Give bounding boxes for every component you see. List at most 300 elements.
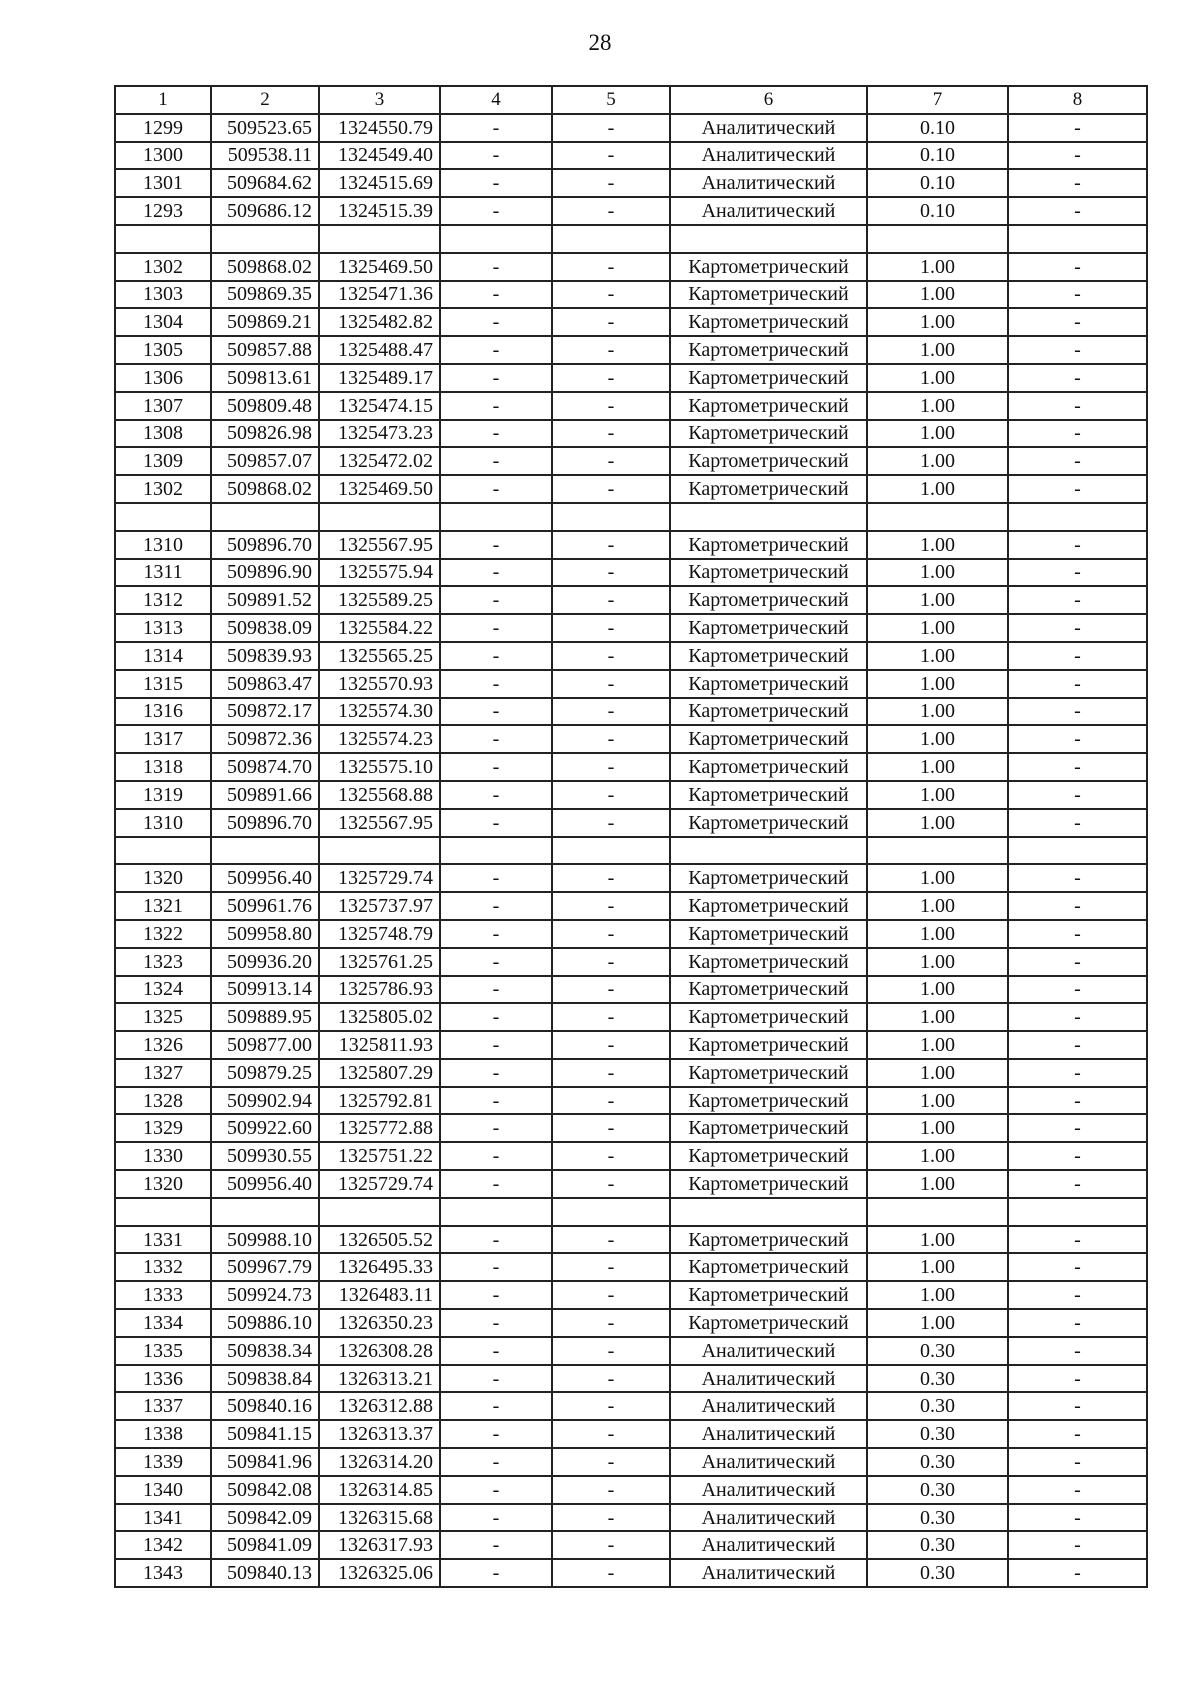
cell-method: Картометрический — [670, 364, 867, 392]
table-row — [115, 1059, 1147, 1087]
cell-coord-x: 509523.65 — [211, 114, 319, 142]
cell-col-5: - — [552, 114, 670, 142]
cell-accuracy: 1.00 — [867, 725, 1008, 753]
table-body — [115, 86, 1147, 1587]
cell-col-5 — [552, 503, 670, 531]
cell-coord-y: 1326325.06 — [319, 1559, 440, 1587]
cell-col-5: - — [552, 1087, 670, 1115]
cell-col-4 — [440, 503, 552, 531]
cell-point-number: 1302 — [115, 253, 211, 281]
cell-coord-y: 1325570.93 — [319, 670, 440, 698]
page-number: 28 — [588, 30, 612, 55]
cell-method: Картометрический — [670, 781, 867, 809]
cell-coord-y: 1325471.36 — [319, 281, 440, 309]
cell-point-number: 1314 — [115, 642, 211, 670]
cell-method: Картометрический — [670, 253, 867, 281]
cell-coord-y: 1324515.39 — [319, 197, 440, 225]
cell-coord-y: 1326313.21 — [319, 1365, 440, 1393]
cell-point-number: 1304 — [115, 308, 211, 336]
cell-accuracy: 0.30 — [867, 1531, 1008, 1559]
cell-col-4: - — [440, 531, 552, 559]
cell-coord-x: 509813.61 — [211, 364, 319, 392]
cell-coord-x: 509958.80 — [211, 920, 319, 948]
cell-method: Картометрический — [670, 1059, 867, 1087]
cell-coord-x: 509841.15 — [211, 1420, 319, 1448]
cell-col-4: - — [440, 142, 552, 170]
cell-method: Картометрический — [670, 1114, 867, 1142]
cell-col-4: - — [440, 447, 552, 475]
cell-point-number: 1316 — [115, 698, 211, 726]
cell-coord-y: 1325482.82 — [319, 308, 440, 336]
table-row — [115, 197, 1147, 225]
cell-coord-y: 1326308.28 — [319, 1337, 440, 1365]
cell-coord-y: 1325567.95 — [319, 809, 440, 837]
cell-method: Картометрический — [670, 809, 867, 837]
cell-col-8: - — [1008, 1420, 1147, 1448]
cell-point-number: 1341 — [115, 1504, 211, 1532]
column-header-7: 7 — [867, 86, 1008, 114]
cell-coord-x: 509868.02 — [211, 475, 319, 503]
cell-method — [670, 1198, 867, 1226]
cell-method: Картометрический — [670, 864, 867, 892]
cell-col-5: - — [552, 1448, 670, 1476]
cell-coord-y: 1326505.52 — [319, 1226, 440, 1254]
cell-method: Картометрический — [670, 420, 867, 448]
cell-coord-x: 509879.25 — [211, 1059, 319, 1087]
cell-col-5: - — [552, 559, 670, 587]
cell-col-4: - — [440, 1365, 552, 1393]
cell-coord-x: 509809.48 — [211, 392, 319, 420]
cell-accuracy: 1.00 — [867, 281, 1008, 309]
cell-col-8: - — [1008, 531, 1147, 559]
table-row — [115, 1365, 1147, 1393]
cell-point-number: 1308 — [115, 420, 211, 448]
cell-method: Аналитический — [670, 1531, 867, 1559]
cell-coord-y: 1326350.23 — [319, 1309, 440, 1337]
cell-col-4: - — [440, 1392, 552, 1420]
cell-coord-y: 1324515.69 — [319, 169, 440, 197]
cell-coord-y: 1325772.88 — [319, 1114, 440, 1142]
table-row — [115, 892, 1147, 920]
cell-coord-y: 1325488.47 — [319, 336, 440, 364]
cell-coord-x: 509840.16 — [211, 1392, 319, 1420]
cell-point-number: 1313 — [115, 614, 211, 642]
separator-row — [115, 1198, 1147, 1226]
table-row — [115, 614, 1147, 642]
column-header-1: 1 — [115, 86, 211, 114]
cell-coord-x: 509936.20 — [211, 948, 319, 976]
cell-accuracy: 1.00 — [867, 614, 1008, 642]
cell-col-4: - — [440, 114, 552, 142]
cell-point-number: 1318 — [115, 753, 211, 781]
cell-col-5: - — [552, 1531, 670, 1559]
cell-point-number: 1326 — [115, 1031, 211, 1059]
cell-accuracy: 1.00 — [867, 1003, 1008, 1031]
cell-accuracy: 1.00 — [867, 948, 1008, 976]
cell-point-number — [115, 1198, 211, 1226]
cell-point-number: 1307 — [115, 392, 211, 420]
cell-point-number: 1300 — [115, 142, 211, 170]
table-row — [115, 1337, 1147, 1365]
cell-col-8: - — [1008, 364, 1147, 392]
cell-coord-x: 509889.95 — [211, 1003, 319, 1031]
cell-col-8: - — [1008, 420, 1147, 448]
table-row — [115, 1253, 1147, 1281]
table-row — [115, 169, 1147, 197]
cell-col-5: - — [552, 475, 670, 503]
cell-point-number: 1309 — [115, 447, 211, 475]
table-row — [115, 308, 1147, 336]
cell-col-5: - — [552, 1114, 670, 1142]
cell-coord-x: 509886.10 — [211, 1309, 319, 1337]
cell-point-number: 1332 — [115, 1253, 211, 1281]
cell-coord-x: 509896.70 — [211, 809, 319, 837]
cell-col-5: - — [552, 392, 670, 420]
cell-col-4: - — [440, 642, 552, 670]
cell-method: Картометрический — [670, 670, 867, 698]
cell-col-5: - — [552, 892, 670, 920]
cell-col-4 — [440, 837, 552, 865]
column-header-4: 4 — [440, 86, 552, 114]
cell-method: Аналитический — [670, 197, 867, 225]
cell-point-number: 1322 — [115, 920, 211, 948]
cell-accuracy: 1.00 — [867, 698, 1008, 726]
cell-coord-x: 509826.98 — [211, 420, 319, 448]
cell-col-5 — [552, 1198, 670, 1226]
cell-accuracy: 1.00 — [867, 920, 1008, 948]
cell-coord-x: 509902.94 — [211, 1087, 319, 1115]
cell-col-4: - — [440, 1448, 552, 1476]
cell-point-number — [115, 225, 211, 253]
cell-col-5: - — [552, 1170, 670, 1198]
cell-coord-x: 509840.13 — [211, 1559, 319, 1587]
cell-col-4 — [440, 225, 552, 253]
cell-col-5: - — [552, 1031, 670, 1059]
cell-accuracy — [867, 503, 1008, 531]
cell-col-5: - — [552, 253, 670, 281]
cell-accuracy: 1.00 — [867, 308, 1008, 336]
table-row — [115, 1142, 1147, 1170]
cell-method: Картометрический — [670, 753, 867, 781]
cell-method: Картометрический — [670, 475, 867, 503]
cell-method: Аналитический — [670, 1337, 867, 1365]
cell-col-4: - — [440, 1337, 552, 1365]
cell-accuracy: 1.00 — [867, 531, 1008, 559]
table-row — [115, 559, 1147, 587]
cell-accuracy: 1.00 — [867, 1031, 1008, 1059]
cell-point-number: 1330 — [115, 1142, 211, 1170]
cell-coord-x: 509863.47 — [211, 670, 319, 698]
cell-coord-y: 1325473.23 — [319, 420, 440, 448]
cell-col-4: - — [440, 614, 552, 642]
cell-coord-x: 509842.08 — [211, 1476, 319, 1504]
table-row — [115, 1531, 1147, 1559]
cell-col-4: - — [440, 920, 552, 948]
cell-col-4: - — [440, 892, 552, 920]
cell-col-8: - — [1008, 1253, 1147, 1281]
cell-coord-x: 509896.70 — [211, 531, 319, 559]
cell-col-5: - — [552, 809, 670, 837]
table-row — [115, 447, 1147, 475]
cell-col-4: - — [440, 420, 552, 448]
cell-coord-x: 509956.40 — [211, 1170, 319, 1198]
cell-coord-y: 1325472.02 — [319, 447, 440, 475]
cell-method: Картометрический — [670, 531, 867, 559]
cell-coord-x: 509538.11 — [211, 142, 319, 170]
cell-point-number: 1312 — [115, 586, 211, 614]
table-row — [115, 809, 1147, 837]
cell-accuracy: 0.30 — [867, 1559, 1008, 1587]
cell-col-5: - — [552, 586, 670, 614]
cell-col-5: - — [552, 308, 670, 336]
cell-coord-x: 509857.88 — [211, 336, 319, 364]
column-header-3: 3 — [319, 86, 440, 114]
table-row — [115, 1114, 1147, 1142]
cell-coord-x: 509930.55 — [211, 1142, 319, 1170]
cell-coord-y: 1326314.20 — [319, 1448, 440, 1476]
cell-col-5: - — [552, 420, 670, 448]
cell-method: Картометрический — [670, 308, 867, 336]
table-row — [115, 864, 1147, 892]
cell-col-8 — [1008, 837, 1147, 865]
cell-point-number: 1293 — [115, 197, 211, 225]
cell-col-4: - — [440, 1114, 552, 1142]
cell-col-5: - — [552, 169, 670, 197]
cell-col-8: - — [1008, 308, 1147, 336]
cell-col-4: - — [440, 364, 552, 392]
cell-col-8: - — [1008, 559, 1147, 587]
table-row — [115, 253, 1147, 281]
cell-accuracy: 0.10 — [867, 197, 1008, 225]
cell-col-8: - — [1008, 1281, 1147, 1309]
table-row — [115, 1226, 1147, 1254]
cell-accuracy — [867, 837, 1008, 865]
cell-col-5: - — [552, 1504, 670, 1532]
cell-col-5: - — [552, 920, 670, 948]
column-header-6: 6 — [670, 86, 867, 114]
cell-coord-y: 1325792.81 — [319, 1087, 440, 1115]
cell-point-number: 1302 — [115, 475, 211, 503]
cell-col-4: - — [440, 1170, 552, 1198]
cell-col-4: - — [440, 1226, 552, 1254]
cell-coord-x: 509956.40 — [211, 864, 319, 892]
cell-point-number: 1334 — [115, 1309, 211, 1337]
cell-col-8: - — [1008, 948, 1147, 976]
cell-col-5: - — [552, 670, 670, 698]
cell-accuracy: 0.30 — [867, 1504, 1008, 1532]
cell-method: Картометрический — [670, 1003, 867, 1031]
cell-coord-x: 509842.09 — [211, 1504, 319, 1532]
cell-coord-x: 509913.14 — [211, 976, 319, 1004]
table-row — [115, 920, 1147, 948]
cell-accuracy: 0.30 — [867, 1337, 1008, 1365]
cell-accuracy: 1.00 — [867, 392, 1008, 420]
cell-col-8: - — [1008, 1031, 1147, 1059]
cell-coord-x: 509872.36 — [211, 725, 319, 753]
cell-col-4: - — [440, 1531, 552, 1559]
cell-accuracy: 1.00 — [867, 420, 1008, 448]
cell-col-8: - — [1008, 781, 1147, 809]
cell-coord-y — [319, 837, 440, 865]
cell-point-number: 1301 — [115, 169, 211, 197]
cell-coord-y: 1325751.22 — [319, 1142, 440, 1170]
cell-coord-x: 509891.52 — [211, 586, 319, 614]
cell-col-4: - — [440, 698, 552, 726]
cell-col-5 — [552, 837, 670, 865]
cell-accuracy: 1.00 — [867, 670, 1008, 698]
cell-coord-y — [319, 503, 440, 531]
cell-col-8: - — [1008, 1365, 1147, 1393]
cell-coord-y: 1324550.79 — [319, 114, 440, 142]
cell-method: Картометрический — [670, 281, 867, 309]
cell-coord-y: 1325584.22 — [319, 614, 440, 642]
cell-col-5: - — [552, 142, 670, 170]
cell-coord-y: 1326312.88 — [319, 1392, 440, 1420]
cell-col-5: - — [552, 725, 670, 753]
cell-accuracy: 1.00 — [867, 864, 1008, 892]
cell-coord-y: 1325786.93 — [319, 976, 440, 1004]
cell-point-number: 1342 — [115, 1531, 211, 1559]
cell-coord-x: 509686.12 — [211, 197, 319, 225]
cell-col-8: - — [1008, 1559, 1147, 1587]
cell-coord-x: 509924.73 — [211, 1281, 319, 1309]
table-row — [115, 142, 1147, 170]
cell-coord-y: 1326313.37 — [319, 1420, 440, 1448]
table-row — [115, 1559, 1147, 1587]
cell-coord-y: 1325729.74 — [319, 1170, 440, 1198]
cell-accuracy: 1.00 — [867, 1309, 1008, 1337]
cell-method: Картометрический — [670, 447, 867, 475]
cell-col-4: - — [440, 1031, 552, 1059]
table-row — [115, 114, 1147, 142]
cell-point-number: 1315 — [115, 670, 211, 698]
cell-method: Картометрический — [670, 1087, 867, 1115]
cell-method: Картометрический — [670, 1309, 867, 1337]
cell-col-8: - — [1008, 698, 1147, 726]
cell-coord-y: 1325489.17 — [319, 364, 440, 392]
cell-col-5: - — [552, 1253, 670, 1281]
cell-col-4: - — [440, 1003, 552, 1031]
cell-col-8: - — [1008, 725, 1147, 753]
cell-method: Картометрический — [670, 559, 867, 587]
table-row — [115, 1087, 1147, 1115]
cell-point-number: 1320 — [115, 864, 211, 892]
table-row — [115, 281, 1147, 309]
cell-col-5: - — [552, 1059, 670, 1087]
cell-col-8: - — [1008, 169, 1147, 197]
cell-point-number: 1317 — [115, 725, 211, 753]
table-row — [115, 670, 1147, 698]
cell-col-4: - — [440, 670, 552, 698]
cell-coord-x — [211, 503, 319, 531]
cell-accuracy: 0.30 — [867, 1392, 1008, 1420]
cell-col-8: - — [1008, 1531, 1147, 1559]
cell-col-5: - — [552, 1003, 670, 1031]
cell-col-8: - — [1008, 1337, 1147, 1365]
cell-col-5: - — [552, 1142, 670, 1170]
cell-accuracy: 1.00 — [867, 1281, 1008, 1309]
cell-col-8: - — [1008, 920, 1147, 948]
cell-accuracy: 1.00 — [867, 781, 1008, 809]
table-row — [115, 586, 1147, 614]
cell-method: Картометрический — [670, 892, 867, 920]
cell-method: Картометрический — [670, 1142, 867, 1170]
cell-method: Аналитический — [670, 1559, 867, 1587]
cell-point-number: 1311 — [115, 559, 211, 587]
cell-point-number: 1336 — [115, 1365, 211, 1393]
cell-accuracy: 0.10 — [867, 142, 1008, 170]
cell-col-4: - — [440, 864, 552, 892]
cell-col-4: - — [440, 392, 552, 420]
cell-accuracy: 1.00 — [867, 447, 1008, 475]
cell-col-8: - — [1008, 809, 1147, 837]
cell-accuracy: 1.00 — [867, 586, 1008, 614]
cell-col-5: - — [552, 1420, 670, 1448]
cell-col-5: - — [552, 281, 670, 309]
cell-col-5: - — [552, 447, 670, 475]
cell-accuracy: 1.00 — [867, 1170, 1008, 1198]
cell-coord-x: 509891.66 — [211, 781, 319, 809]
cell-coord-y — [319, 1198, 440, 1226]
cell-col-8: - — [1008, 1142, 1147, 1170]
cell-col-4: - — [440, 781, 552, 809]
table-row — [115, 336, 1147, 364]
cell-col-8: - — [1008, 976, 1147, 1004]
cell-coord-y: 1325589.25 — [319, 586, 440, 614]
cell-accuracy: 1.00 — [867, 1226, 1008, 1254]
cell-col-4: - — [440, 976, 552, 1004]
cell-method: Аналитический — [670, 1504, 867, 1532]
cell-col-4: - — [440, 948, 552, 976]
cell-accuracy: 1.00 — [867, 1253, 1008, 1281]
cell-coord-x — [211, 1198, 319, 1226]
cell-col-8: - — [1008, 586, 1147, 614]
cell-col-4: - — [440, 1476, 552, 1504]
cell-col-8: - — [1008, 614, 1147, 642]
cell-col-5: - — [552, 1226, 670, 1254]
cell-col-8: - — [1008, 1087, 1147, 1115]
cell-col-8: - — [1008, 864, 1147, 892]
cell-method: Аналитический — [670, 169, 867, 197]
cell-accuracy: 1.00 — [867, 892, 1008, 920]
cell-coord-x: 509877.00 — [211, 1031, 319, 1059]
cell-method: Аналитический — [670, 1392, 867, 1420]
cell-accuracy: 1.00 — [867, 753, 1008, 781]
cell-method: Картометрический — [670, 1031, 867, 1059]
cell-col-4: - — [440, 586, 552, 614]
cell-col-4: - — [440, 809, 552, 837]
cell-method — [670, 503, 867, 531]
cell-col-8: - — [1008, 1392, 1147, 1420]
cell-col-4 — [440, 1198, 552, 1226]
column-header-5: 5 — [552, 86, 670, 114]
cell-col-5: - — [552, 336, 670, 364]
table-row — [115, 475, 1147, 503]
cell-col-5: - — [552, 948, 670, 976]
cell-point-number: 1338 — [115, 1420, 211, 1448]
cell-col-4: - — [440, 753, 552, 781]
cell-coord-x: 509868.02 — [211, 253, 319, 281]
table-row — [115, 1504, 1147, 1532]
cell-col-8: - — [1008, 753, 1147, 781]
cell-accuracy: 1.00 — [867, 1087, 1008, 1115]
cell-accuracy: 0.30 — [867, 1448, 1008, 1476]
cell-coord-x: 509838.09 — [211, 614, 319, 642]
cell-coord-x: 509869.21 — [211, 308, 319, 336]
cell-col-8 — [1008, 1198, 1147, 1226]
cell-accuracy: 0.10 — [867, 169, 1008, 197]
table-row — [115, 531, 1147, 559]
